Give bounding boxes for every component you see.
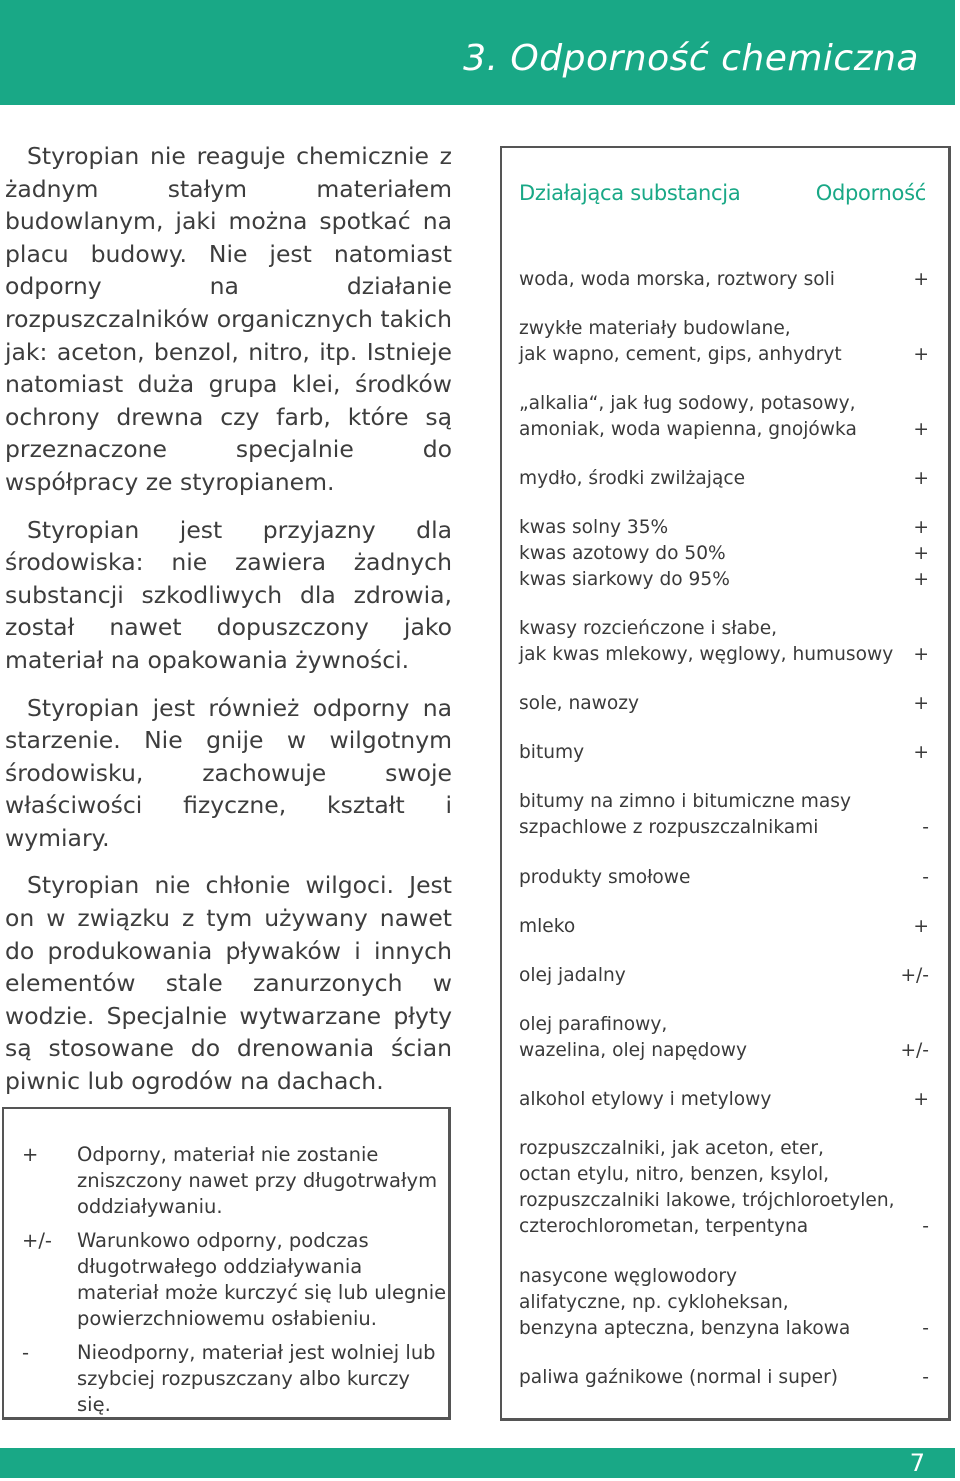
resistance-cell: + (913, 419, 929, 440)
substance-cell: sole, nawozy (519, 693, 640, 714)
table-row (519, 1012, 929, 1064)
paragraph-1: Styropian nie reaguje chemicznie z żadnym stałym materiałem budowlanym, jaki można spotkać na placu budowy. Nie jest natomiast odporny na działanie rozpuszczalników organicznych takich jak: aceton, benzol, nitro, itp. Istnieje natomiast duża grupa klei, środków ochrony drewna czy farb, które są przeznaczone specjalnie do współpracy ze styropianem. (5, 142, 452, 496)
substance-cell: woda, woda morska, roztwory soli (519, 269, 835, 290)
page-number: 7 (909, 1449, 925, 1477)
legend-text: Nieodporny, materiał jest wolniej lub szybciej rozpuszczany albo kurczy się. (77, 1341, 436, 1416)
paragraph-3: Styropian jest również odporny na starzenie. Nie gnije w wilgotnym środowisku, zachowuje swoje właściwości fizyczne, kształt i wymiary. (5, 693, 452, 852)
substance-cell: mleko (519, 916, 576, 937)
legend-text: Warunkowo odporny, podczas długotrwałego oddziaływania materiał może kurczyć się lub ulegnie powierzchniowemu osłabieniu. (77, 1229, 447, 1330)
resistance-cell: +/- (900, 1040, 929, 1061)
resistance-cell: - (922, 1367, 929, 1388)
table-row (519, 691, 929, 717)
legend-symbol: +/- (22, 1229, 52, 1252)
legend-text: Odporny, materiał nie zostanie zniszczony nawet przy długotrwałym oddziaływaniu. (77, 1143, 438, 1218)
resistance-cell: + (913, 468, 929, 489)
substance-cell: paliwa gaźnikowe (normal i super) (519, 1367, 838, 1388)
substance-cell: „alkalia“, jak ług sodowy, potasowy, amoniak, woda wapienna, gnojówka (519, 393, 857, 440)
table-row (519, 391, 929, 443)
table-row (519, 616, 929, 668)
resistance-cell: + (913, 644, 929, 665)
resistance-cell: + (913, 569, 929, 590)
resistance-cell: - (922, 817, 929, 838)
resistance-cell: + (913, 693, 929, 714)
legend-box (2, 1107, 451, 1420)
resistance-cell: + (913, 916, 929, 937)
substance-cell: alkohol etylowy i metylowy (519, 1089, 772, 1110)
substance-cell: olej jadalny (519, 965, 626, 986)
substance-cell: rozpuszczalniki, jak aceton, eter, octan etylu, nitro, benzen, ksylol, rozpuszczalniki lakowe, trójchloroetylen, czterochlorometan, terpentyna (519, 1138, 895, 1237)
resistance-cell: + (913, 1089, 929, 1110)
resistance-cell: - (922, 1318, 929, 1339)
table-row (519, 541, 929, 567)
substance-cell: nasycone węglowodory alifatyczne, np. cykloheksan, benzyna apteczna, benzyna lakowa (519, 1266, 851, 1339)
body-text (5, 140, 452, 1113)
resistance-cell: +/- (900, 965, 929, 986)
resistance-cell: + (913, 344, 929, 365)
table-row (519, 466, 929, 492)
paragraph-2: Styropian jest przyjazny dla środowiska: nie zawiera żadnych substancji szkodliwych dla zdrowia, został nawet dopuszczony jako materiał na opakowania żywności. (5, 515, 452, 674)
table-row (519, 865, 929, 891)
substance-cell: bitumy na zimno i bitumiczne masy szpachlowe z rozpuszczalnikami (519, 791, 851, 838)
substance-cell: kwas siarkowy do 95% (519, 569, 730, 590)
table-row (519, 1136, 929, 1240)
page-title: 3. Odporność chemiczna (463, 38, 919, 79)
substance-cell: bitumy (519, 742, 585, 763)
legend-symbol: - (22, 1341, 30, 1364)
resistance-table (500, 146, 951, 1421)
table-row (519, 740, 929, 766)
column-header-substance: Działająca substancja (519, 181, 741, 205)
substance-cell: kwas solny 35% (519, 517, 669, 538)
resistance-cell: + (913, 543, 929, 564)
paragraph-4: Styropian nie chłonie wilgoci. Jest on w związku z tym używany nawet do produkowania pływaków i innych elementów stale zanurzonych w wodzie. Specjalnie wytwarzane płyty są stosowane do drenowania ścian piwnic lub ogrodów na dachach. (5, 871, 452, 1096)
table-row (519, 316, 929, 368)
table-row (519, 1264, 929, 1342)
table-row (519, 789, 929, 841)
substance-cell: olej parafinowy, wazelina, olej napędowy (519, 1014, 748, 1061)
table-row (519, 963, 929, 989)
substance-cell: mydło, środki zwilżające (519, 468, 746, 489)
footer-bar (0, 1448, 955, 1478)
resistance-cell: - (922, 1216, 929, 1237)
resistance-cell: - (922, 867, 929, 888)
substance-cell: zwykłe materiały budowlane, jak wapno, cement, gips, anhydryt (519, 318, 842, 365)
table-row (519, 515, 929, 541)
resistance-cell: + (913, 517, 929, 538)
substance-cell: kwasy rozcieńczone i słabe, jak kwas mlekowy, węglowy, humusowy (519, 618, 894, 665)
column-header-resistance: Odporność (815, 181, 926, 205)
table-row (519, 567, 929, 593)
header-bar (0, 0, 955, 105)
table-row (519, 1087, 929, 1113)
table-row (519, 267, 929, 293)
resistance-cell: + (913, 742, 929, 763)
legend-symbol: + (22, 1143, 39, 1166)
resistance-cell: + (913, 269, 929, 290)
table-row (519, 914, 929, 940)
substance-cell: produkty smołowe (519, 867, 691, 888)
substance-cell: kwas azotowy do 50% (519, 543, 726, 564)
table-row (519, 1365, 929, 1391)
